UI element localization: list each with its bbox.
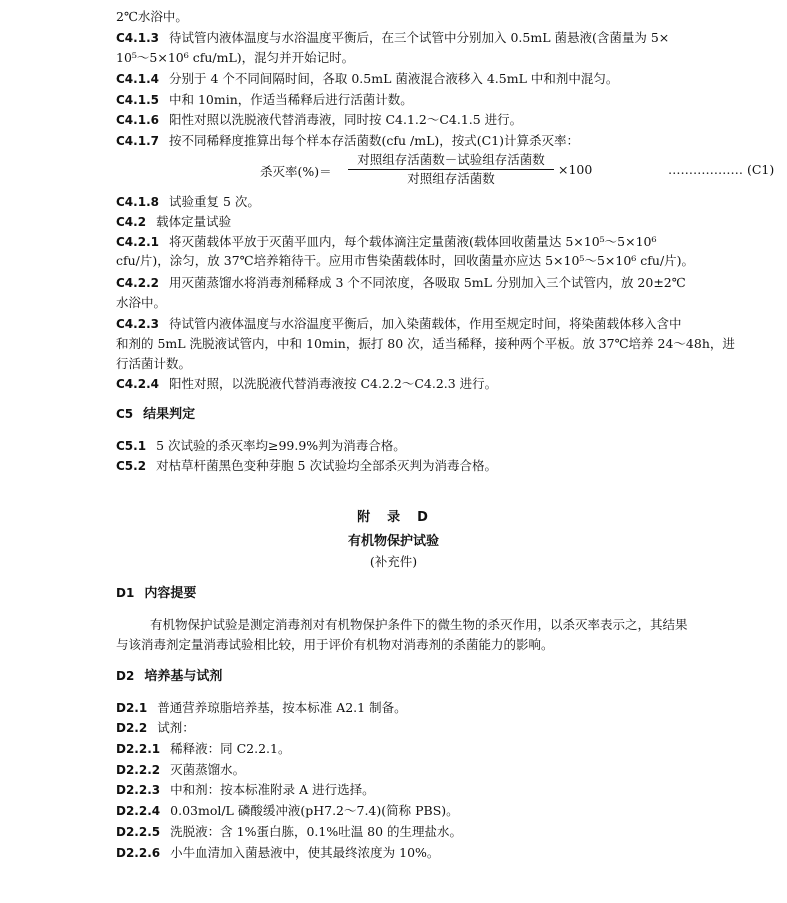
clause-text: 将灭菌载体平放于灭菌平皿内，每个载体滴注定量菌液(载体回收菌量达 5×10⁵～5×10⁶ (168, 234, 657, 249)
clause-text: 洗脱液：含 1%蛋白胨，0.1%吐温 80 的生理盐水。 (170, 824, 463, 839)
paragraph-line: 有机物保护试验是测定消毒剂对有机物保护条件下的微生物的杀灭作用，以杀灭率表示之，其结果 (150, 617, 688, 632)
clause-text: 小牛血清加入菌悬液中，使其最终浓度为 10%。 (170, 845, 440, 860)
clause-c4-1-7 (116, 132, 747, 150)
clause-text: 分别于 4 个不同间隔时间，各取 0.5mL 菌液混合液移入 4.5mL 中和剂中混匀。 (168, 71, 619, 86)
clause-text: 0.03mol/L 磷酸缓冲液(pH7.2～7.4)(简称 PBS)。 (170, 803, 459, 818)
clause-d2-1 (116, 699, 747, 717)
formula-tag: ……………… (C1) (668, 162, 775, 177)
appendix-title: 附 录 D (357, 510, 430, 525)
clause-number: C4.2.4 (116, 377, 159, 391)
clause-d2-2-5 (116, 823, 747, 841)
clause-text: 待试管内液体温度与水浴温度平衡后，在三个试管中分别加入 0.5mL 菌悬液(含菌量为 5× (168, 30, 670, 45)
clause-text: 试剂： (157, 720, 195, 735)
clause-number: C4.2.1 (116, 235, 159, 249)
clause-text: 阳性对照以洗脱液代替消毒液，同时按 C4.1.2～C4.1.5 进行。 (168, 112, 523, 127)
clause-number: C4.1.7 (116, 134, 159, 148)
clause-c5-2 (116, 457, 747, 475)
paragraph-line: 水浴中。 (116, 295, 167, 310)
clause-number: D2.2.2 (116, 763, 161, 777)
paragraph-line: cfu/片)，涂匀，放 37℃培养箱待干。应用市售染菌载体时，回收菌量亦应达 5×10⁵～5×10⁶ cfu/片)。 (116, 253, 695, 268)
formula-fraction (348, 152, 554, 188)
appendix-subtitle: 有机物保护试验 (347, 534, 439, 549)
clause-text: 载体定量试验 (156, 214, 232, 229)
clause-c4-1-3 (116, 29, 747, 47)
clause-number: C5.2 (116, 459, 147, 473)
clause-text: 试验重复 5 次。 (168, 194, 260, 209)
clause-d2-2 (116, 719, 747, 737)
clause-c4-2-4 (116, 375, 747, 393)
section-heading-c5 (116, 406, 747, 423)
appendix-note: (补充件) (369, 554, 418, 569)
paragraph-line: 2℃水浴中。 (116, 9, 188, 24)
clause-d2-2-2 (116, 761, 747, 779)
paragraph-line: 10⁵～5×10⁶ cfu/mL)，混匀并开始记时。 (116, 50, 355, 65)
clause-text: 用灭菌蒸馏水将消毒剂稀释成 3 个不同浓度，各吸取 5mL 分别加入三个试管内，放 20±2℃ (168, 275, 686, 290)
clause-number: C4.2 (116, 215, 147, 229)
section-heading-d1 (116, 585, 747, 602)
clause-number: D2.2 (116, 721, 148, 735)
clause-d2-2-4 (116, 802, 747, 820)
section-title: 培养基与试剂 (144, 669, 223, 684)
clause-c4-2 (116, 213, 747, 231)
clause-text: 待试管内液体温度与水浴温度平衡后，加入染菌载体，作用至规定时间，将染菌载体移入含中 (168, 316, 682, 331)
clause-text: 中和 10min，作适当稀释后进行活菌计数。 (168, 92, 413, 107)
clause-d2-2-3 (116, 781, 747, 799)
clause-text: 普通营养琼脂培养基，按本标准 A2.1 制备。 (157, 700, 407, 715)
section-number: C5 (116, 407, 134, 421)
clause-c4-2-1 (116, 233, 747, 251)
clause-number: D2.2.1 (116, 742, 161, 756)
clause-text: 中和剂：按本标准附录 A 进行选择。 (170, 782, 375, 797)
section-title: 结果判定 (143, 407, 196, 422)
clause-c4-1-5 (116, 91, 747, 109)
clause-number: C4.2.3 (116, 317, 159, 331)
formula-denominator: 对照组存活菌数 (407, 171, 495, 186)
clause-d2-2-1 (116, 740, 747, 758)
clause-text: 对枯草杆菌黑色变种芽胞 5 次试验均全部杀灭判为消毒合格。 (156, 458, 497, 473)
formula-lhs: 杀灭率(%)＝ (260, 164, 332, 179)
clause-number: C4.1.8 (116, 195, 159, 209)
paragraph-line: 和剂的 5mL 洗脱液试管内，中和 10min，振打 80 次，适当稀释，接种两个平板。放 37℃培养 24～48h，进 (116, 336, 735, 351)
clause-text: 灭菌蒸馏水。 (170, 762, 246, 777)
section-number: D1 (116, 586, 135, 600)
clause-number: D2.2.6 (116, 846, 161, 860)
clause-number: C4.2.2 (116, 276, 159, 290)
clause-c4-2-3 (116, 315, 747, 333)
clause-d2-2-6 (116, 844, 747, 862)
clause-number: C4.1.6 (116, 113, 159, 127)
clause-text: 5 次试验的杀灭率均≥99.9%判为消毒合格。 (156, 438, 406, 453)
clause-number: D2.1 (116, 701, 148, 715)
section-number: D2 (116, 669, 135, 683)
clause-c4-1-8 (116, 193, 747, 211)
formula-multiplier: ×100 (558, 162, 593, 177)
clause-number: C4.1.4 (116, 72, 159, 86)
paragraph-line: 行活菌计数。 (116, 356, 192, 371)
clause-c4-2-2 (116, 274, 747, 292)
section-heading-d2 (116, 668, 747, 685)
clause-c5-1 (116, 437, 747, 455)
clause-number: D2.2.3 (116, 783, 161, 797)
clause-number: D2.2.4 (116, 804, 161, 818)
section-title: 内容提要 (144, 586, 197, 601)
clause-text: 稀释液：同 C2.2.1。 (170, 741, 291, 756)
clause-number: C4.1.3 (116, 31, 159, 45)
clause-text: 阳性对照，以洗脱液代替消毒液按 C4.2.2～C4.2.3 进行。 (168, 376, 498, 391)
clause-number: D2.2.5 (116, 825, 161, 839)
clause-text: 按不同稀释度推算出每个样本存活菌数(cfu /mL)，按式(C1)计算杀灭率： (168, 133, 580, 148)
clause-c4-1-4 (116, 70, 747, 88)
clause-number: C4.1.5 (116, 93, 159, 107)
formula-numerator: 对照组存活菌数－试验组存活菌数 (348, 152, 554, 170)
clause-number: C5.1 (116, 439, 147, 453)
clause-c4-1-6 (116, 111, 747, 129)
paragraph-line: 与该消毒剂定量消毒试验相比较，用于评价有机物对消毒剂的杀菌能力的影响。 (116, 637, 554, 652)
